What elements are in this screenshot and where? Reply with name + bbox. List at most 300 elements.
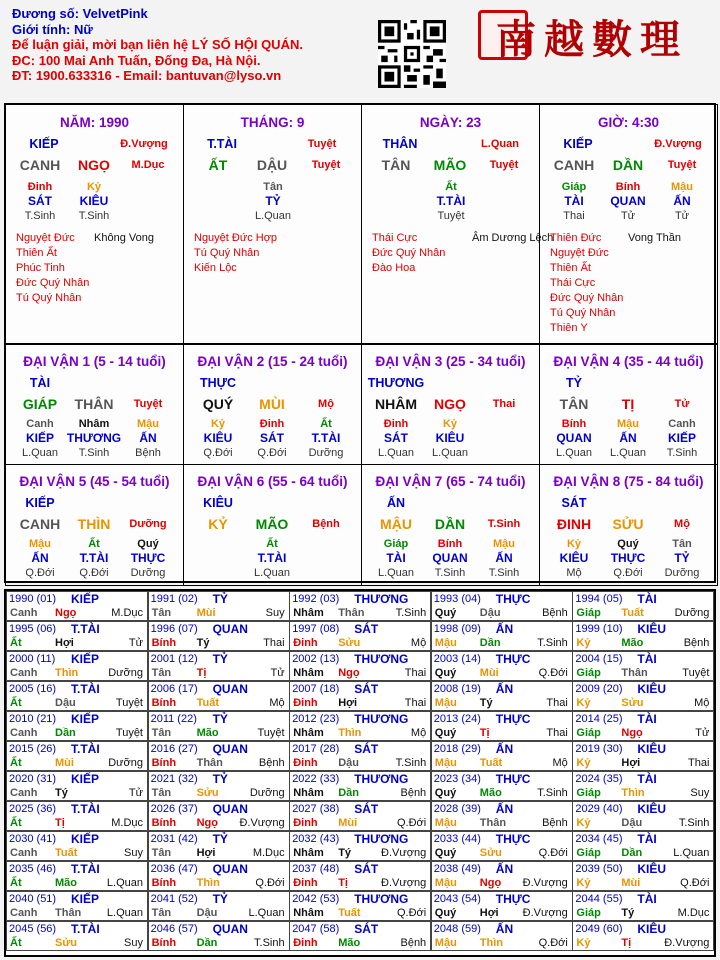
year-branch: Hợi: [479, 907, 499, 919]
year-ten-god: SÁT: [354, 682, 379, 696]
ten-god: ẤN: [386, 496, 406, 510]
year-branch: Tuất: [479, 757, 503, 769]
year-phase: Thai: [546, 727, 568, 739]
year-ten-god: THƯƠNG: [354, 832, 409, 846]
year-label: 2010 (21): [9, 713, 57, 725]
earthly-branch: NGỌ: [78, 157, 110, 173]
year-label: 2005 (16): [9, 683, 57, 695]
year-label: 2047 (58): [292, 923, 340, 935]
dai-van-head: ĐẠI VẬN 4 (35 - 44 tuổi): [553, 354, 704, 369]
earthly-branch: DẦN: [434, 516, 466, 532]
year-ten-god: THỰC: [495, 832, 531, 846]
year-label: 1991 (02): [150, 593, 198, 605]
hidden-phase: T.Sinh: [488, 567, 520, 579]
year-branch: Dần: [338, 787, 359, 799]
year-phase: Mộ: [410, 637, 427, 649]
hidden-ten-god: KIÊU: [559, 551, 589, 565]
hidden-ten-god: QUAN: [610, 194, 646, 208]
year-phase: Q.Đới: [396, 817, 427, 829]
star-item: Tú Quý Nhân: [550, 307, 616, 319]
year-cell: [572, 891, 714, 921]
year-stem: Bính: [151, 817, 177, 829]
year-label: 1990 (01): [9, 593, 57, 605]
hidden-stem: Mậu: [137, 418, 159, 430]
growth-phase: Tuyệt: [667, 159, 697, 171]
year-phase: Bệnh: [400, 937, 427, 949]
year-branch: Mùi: [55, 757, 74, 769]
pillar-1: [5, 104, 184, 344]
ten-god: TỶ: [566, 376, 582, 390]
year-cell: [148, 831, 290, 861]
year-stem: Kỷ: [576, 877, 591, 889]
hidden-stem: Tân: [263, 181, 283, 193]
year-label: 2040 (51): [9, 893, 57, 905]
hidden-phase: Q.Đới: [25, 567, 55, 579]
year-phase: Q.Đới: [538, 937, 568, 949]
year-phase: Thai: [404, 697, 427, 709]
star-item: Vong Thần: [628, 232, 682, 244]
qr-code-icon: [378, 18, 446, 90]
year-ten-god: KIẾP: [71, 772, 100, 786]
year-stem: Giáp: [576, 847, 601, 859]
year-phase: Suy: [124, 847, 143, 859]
year-stem: Đinh: [293, 637, 318, 649]
year-branch: Sửu: [196, 787, 219, 799]
year-stem: Đinh: [293, 757, 318, 769]
year-stem: Quý: [434, 667, 457, 679]
year-ten-god: TỶ: [212, 652, 228, 666]
year-branch: Tý: [55, 787, 68, 799]
year-phase: Đ.Vượng: [522, 907, 568, 919]
contact-line: Để luận giải, mời bạn liên hệ LÝ SỐ HỘI QUÁN.: [12, 37, 303, 52]
star-item: Phúc Tinh: [16, 262, 65, 274]
year-label: 2003 (14): [433, 653, 481, 665]
earthly-branch: NGỌ: [434, 396, 466, 412]
year-label: 2034 (45): [575, 833, 623, 845]
pillar-head: NGÀY: 23: [419, 115, 482, 130]
year-branch: Dần: [55, 727, 76, 739]
year-label: 2029 (40): [575, 803, 623, 815]
heavenly-stem: NHÂM: [375, 396, 417, 412]
year-phase: Q.Đới: [538, 667, 568, 679]
year-branch: Thìn: [338, 727, 362, 739]
year-label: 2023 (34): [433, 773, 481, 785]
year-label: 2030 (41): [9, 833, 57, 845]
hidden-phase: T.Sinh: [434, 567, 466, 579]
year-ten-god: KIẾP: [71, 712, 100, 726]
year-phase: Suy: [124, 937, 143, 949]
star-item: Thái Cực: [550, 277, 596, 289]
growth-phase: T.Sinh: [487, 518, 521, 530]
hidden-phase: Dưỡng: [130, 567, 166, 579]
year-branch: Hợi: [621, 757, 641, 769]
year-ten-god: TỶ: [212, 832, 228, 846]
address-line: ĐC: 100 Mai Anh Tuấn, Đống Đa, Hà Nội.: [12, 52, 261, 68]
hidden-stem: Tân: [672, 538, 692, 550]
hidden-phase: L.Quan: [254, 210, 292, 222]
year-phase: Thai: [263, 637, 285, 649]
hidden-stem: Bính: [437, 538, 463, 550]
year-stem: Nhâm: [293, 907, 324, 919]
hidden-stem: Bính: [561, 418, 587, 430]
year-ten-god: THỰC: [495, 892, 531, 906]
year-stem: Quý: [434, 607, 457, 619]
year-label: 2015 (26): [9, 743, 57, 755]
year-phase: Bệnh: [542, 817, 568, 829]
dai-van-head: ĐẠI VẬN 8 (75 - 84 tuổi): [553, 474, 704, 489]
year-branch: Mão: [621, 637, 644, 649]
hidden-stem: Mậu: [671, 181, 693, 193]
phone-email-line: ĐT: 1900.633316 - Email: bantuvan@lyso.vn: [12, 68, 282, 83]
year-ten-god: THƯƠNG: [354, 712, 409, 726]
year-label: 2024 (35): [575, 773, 623, 785]
year-branch: Thân: [55, 907, 82, 919]
gender: Giới tính: Nữ: [12, 21, 93, 37]
year-phase: L.Quan: [673, 847, 710, 859]
year-ten-god: TÀI: [637, 772, 657, 786]
year-stem: Nhâm: [293, 787, 324, 799]
hidden-stem: Ất: [320, 418, 332, 430]
star-item: Kiến Lộc: [194, 262, 237, 274]
heavenly-stem: ĐINH: [556, 516, 592, 532]
year-label: 2041 (52): [150, 893, 198, 905]
year-phase: T.Sinh: [537, 637, 568, 649]
year-phase: T.Sinh: [254, 937, 285, 949]
hidden-phase: T.Sinh: [78, 210, 110, 222]
year-branch: Ngọ: [338, 667, 360, 679]
year-label: 2027 (38): [292, 803, 340, 815]
year-cell: [572, 741, 714, 771]
year-ten-god: KIÊU: [637, 862, 667, 876]
year-stem: Quý: [434, 847, 457, 859]
star-item: Tú Quý Nhân: [16, 292, 82, 304]
year-cell: [431, 591, 573, 621]
year-branch: Mão: [55, 877, 77, 889]
year-phase: M.Dục: [677, 907, 710, 919]
pillar-head: THÁNG: 9: [240, 115, 305, 130]
year-ten-god: TÀI: [637, 892, 657, 906]
pillar-head: GIỜ: 4:30: [597, 115, 660, 130]
year-cell: [431, 921, 573, 951]
hidden-ten-god: TÀI: [386, 551, 406, 565]
year-phase: Đ.Vượng: [381, 847, 427, 859]
year-stem: Giáp: [576, 727, 601, 739]
year-branch: Thìn: [479, 937, 504, 949]
ten-god: TÀI: [29, 376, 51, 390]
year-stem: Mậu: [434, 817, 457, 829]
hidden-phase: L.Quan: [377, 567, 415, 579]
year-stem: Đinh: [293, 817, 318, 829]
phase-top: Đ.Vượng: [654, 138, 702, 150]
year-cell: [572, 621, 714, 651]
heavenly-stem: TÂN: [381, 157, 411, 173]
year-label: 2020 (31): [9, 773, 57, 785]
year-ten-god: ẤN: [495, 622, 514, 636]
hidden-phase: Thai: [563, 210, 585, 222]
year-label: 2019 (30): [575, 743, 623, 755]
year-branch: Tị: [55, 817, 65, 829]
earthly-branch: MÃO: [433, 157, 467, 173]
year-phase: M.Dục: [252, 847, 285, 859]
year-cell: [289, 771, 431, 801]
year-label: 2006 (17): [150, 683, 198, 695]
earthly-branch: SỬU: [612, 516, 644, 532]
year-label: 2036 (47): [150, 863, 198, 875]
year-cell: [572, 801, 714, 831]
year-ten-god: KIÊU: [637, 802, 667, 816]
year-phase: Tuyệt: [115, 697, 143, 709]
year-label: 1993 (04): [433, 593, 481, 605]
hidden-phase: L.Quan: [555, 447, 593, 459]
growth-phase: Dưỡng: [129, 518, 167, 530]
year-ten-god: T.TÀI: [71, 742, 100, 756]
year-phase: Bệnh: [683, 637, 710, 649]
year-branch: Dần: [196, 937, 218, 949]
year-branch: Dậu: [55, 697, 76, 709]
year-phase: Đ.Vượng: [239, 817, 285, 829]
year-ten-god: THƯƠNG: [354, 592, 409, 606]
hidden-ten-god: ẤN: [673, 194, 691, 208]
dai-van-7: [361, 464, 540, 586]
year-branch: Hợi: [338, 697, 358, 709]
year-stem: Ất: [10, 637, 22, 649]
year-phase: Tuyệt: [257, 727, 285, 739]
year-branch: Tý: [621, 907, 635, 919]
year-label: 2011 (22): [150, 713, 197, 725]
year-ten-god: QUAN: [212, 682, 248, 696]
year-branch: Thìn: [55, 667, 79, 679]
year-label: 2002 (13): [292, 653, 340, 665]
year-branch: Dần: [621, 847, 643, 859]
year-cell: [289, 741, 431, 771]
year-stem: Đinh: [293, 697, 318, 709]
hidden-ten-god: KIẾP: [25, 431, 54, 445]
dai-van-6: [183, 464, 362, 586]
year-ten-god: SÁT: [354, 922, 379, 936]
year-phase: Mộ: [552, 757, 568, 769]
earthly-branch: MÃO: [255, 516, 289, 532]
year-cell: [572, 651, 714, 681]
hidden-ten-god: SÁT: [384, 431, 408, 445]
year-phase: Đ.Vượng: [664, 937, 710, 949]
ten-god: THÂN: [382, 137, 418, 151]
year-cell: [6, 681, 148, 711]
year-phase: Bệnh: [400, 787, 427, 799]
hidden-phase: Q.Đới: [203, 447, 233, 459]
year-phase: L.Quan: [248, 907, 285, 919]
year-stem: Kỷ: [576, 637, 591, 649]
year-ten-god: TÀI: [637, 712, 657, 726]
brand-logo: 南越數理: [496, 16, 688, 63]
year-stem: Bính: [151, 757, 177, 769]
year-ten-god: QUAN: [212, 922, 248, 936]
hidden-ten-god: KIÊU: [203, 431, 233, 445]
star-item: Nguyệt Đức Hợp: [194, 232, 278, 244]
heavenly-stem: GIÁP: [22, 396, 58, 412]
year-label: 2008 (19): [433, 683, 481, 695]
year-phase: M.Dục: [111, 817, 143, 829]
star-item: Âm Dương Lệch: [472, 232, 554, 244]
dai-van-head: ĐẠI VẬN 2 (15 - 24 tuổi): [197, 354, 348, 369]
year-stem: Bính: [151, 877, 177, 889]
year-ten-god: THƯƠNG: [354, 772, 409, 786]
year-stem: Canh: [10, 607, 38, 619]
dai-van-8: [539, 464, 718, 586]
year-branch: Hợi: [196, 847, 216, 859]
year-label: 1994 (05): [575, 593, 623, 605]
year-stem: Giáp: [576, 907, 601, 919]
hidden-stem: Quý: [617, 538, 639, 550]
hidden-phase: Mộ: [566, 567, 582, 579]
year-branch: Mùi: [621, 877, 641, 889]
year-stem: Nhâm: [293, 607, 324, 619]
year-branch: Ngọ: [479, 877, 502, 889]
hidden-ten-god: TÀI: [564, 194, 584, 208]
hidden-phase: L.Quan: [253, 567, 291, 579]
hidden-ten-god: THƯƠNG: [66, 431, 122, 445]
year-branch: Dậu: [196, 907, 218, 919]
hidden-stem: Kỷ: [210, 418, 226, 430]
year-cell: [6, 861, 148, 891]
year-ten-god: THỰC: [495, 592, 531, 606]
year-cell: [6, 591, 148, 621]
year-label: 2032 (43): [292, 833, 340, 845]
year-label: 2018 (29): [433, 743, 481, 755]
hidden-ten-god: TỶ: [265, 194, 281, 208]
year-stem: Giáp: [576, 607, 601, 619]
year-cell: [289, 921, 431, 951]
year-cell: [431, 891, 573, 921]
star-item: Thiên Đức: [550, 232, 602, 244]
year-stem: Giáp: [576, 787, 601, 799]
year-cell: [431, 741, 573, 771]
year-ten-god: T.TÀI: [71, 862, 100, 876]
ten-god: T.TÀI: [207, 137, 237, 151]
hidden-stem: Canh: [668, 418, 696, 430]
hidden-stem: Nhâm: [78, 418, 110, 430]
hidden-stem: Mậu: [493, 538, 515, 550]
hidden-phase: Dưỡng: [664, 567, 700, 579]
hidden-phase: Q.Đới: [613, 567, 643, 579]
year-phase: Dưỡng: [108, 757, 143, 769]
hidden-phase: Q.Đới: [257, 447, 287, 459]
year-cell: [431, 651, 573, 681]
year-cell: [431, 861, 573, 891]
year-ten-god: QUAN: [212, 742, 248, 756]
year-cell: [6, 651, 148, 681]
growth-phase: Tử: [674, 398, 690, 410]
year-stem: Quý: [434, 907, 457, 919]
heavenly-stem: TÂN: [559, 396, 589, 412]
year-label: 2049 (60): [575, 923, 623, 935]
year-stem: Ất: [10, 937, 22, 949]
hidden-phase: T.Sinh: [666, 447, 698, 459]
year-ten-god: ẤN: [495, 802, 514, 816]
year-ten-god: ẤN: [495, 862, 514, 876]
year-branch: Sửu: [55, 937, 78, 949]
year-branch: Tuất: [338, 907, 361, 919]
year-cell: [6, 771, 148, 801]
year-ten-god: KIÊU: [637, 682, 667, 696]
year-ten-god: TÀI: [637, 832, 657, 846]
year-label: 2035 (46): [9, 863, 57, 875]
star-item: Không Vong: [94, 232, 154, 244]
year-ten-god: TÀI: [637, 592, 657, 606]
year-phase: Bệnh: [258, 757, 285, 769]
year-stem: Canh: [10, 667, 38, 679]
hidden-phase: Tuyệt: [437, 210, 465, 222]
earthly-branch: DẦN: [612, 157, 644, 173]
year-branch: Sửu: [338, 637, 361, 649]
year-label: 1998 (09): [433, 623, 481, 635]
year-ten-god: TÀI: [637, 652, 657, 666]
star-item: Thiên Ất: [16, 247, 57, 259]
year-label: 1992 (03): [292, 593, 340, 605]
year-branch: Tị: [338, 877, 348, 889]
year-stem: Mậu: [434, 937, 457, 949]
hidden-ten-god: KIÊU: [435, 431, 465, 445]
year-label: 2014 (25): [575, 713, 623, 725]
year-stem: Mậu: [434, 877, 457, 889]
year-label: 2021 (32): [150, 773, 198, 785]
hidden-stem: Quý: [137, 538, 159, 550]
year-cell: [148, 891, 290, 921]
phase-top: Tuyệt: [307, 138, 337, 150]
year-phase: T.Sinh: [678, 817, 710, 829]
earthly-branch: MÙI: [259, 396, 285, 412]
year-label: 2007 (18): [292, 683, 340, 695]
heavenly-stem: QUÝ: [202, 396, 234, 412]
pillar-4: [539, 104, 718, 344]
year-stem: Tân: [151, 667, 172, 679]
year-phase: Q.Đới: [255, 877, 285, 889]
year-branch: Mão: [338, 937, 361, 949]
hidden-stem: Giáp: [383, 538, 409, 550]
hidden-ten-god: T.TÀI: [436, 194, 466, 208]
year-cell: [572, 681, 714, 711]
hidden-phase: T.Sinh: [24, 210, 56, 222]
year-label: 2022 (33): [292, 773, 340, 785]
year-cell: [6, 711, 148, 741]
phase-top: Đ.Vượng: [120, 138, 168, 150]
year-phase: Tuyệt: [115, 727, 143, 739]
earthly-branch: THÂN: [74, 396, 114, 412]
year-phase: T.Sinh: [537, 787, 568, 799]
year-phase: Dưỡng: [108, 667, 143, 679]
pillar-3: [361, 104, 554, 344]
hidden-stem: Ất: [88, 538, 100, 550]
year-cell: [148, 801, 290, 831]
year-phase: Dưỡng: [674, 607, 710, 619]
dai-van-5: [5, 464, 184, 586]
year-branch: Dần: [479, 637, 501, 649]
year-ten-god: ẤN: [495, 922, 514, 936]
growth-phase: Tuyệt: [133, 398, 163, 410]
year-stem: Tân: [151, 727, 172, 739]
growth-phase: M.Dục: [131, 159, 165, 171]
hidden-phase: L.Quan: [431, 447, 469, 459]
dai-van-3: [361, 344, 540, 465]
year-branch: Dậu: [621, 817, 643, 829]
year-phase: Q.Đới: [538, 847, 568, 859]
year-label: 2037 (48): [292, 863, 340, 875]
year-cell: [289, 891, 431, 921]
year-branch: Mùi: [196, 607, 216, 619]
year-ten-god: SÁT: [354, 862, 379, 876]
year-phase: Thai: [546, 697, 568, 709]
heavenly-stem: KỶ: [208, 516, 228, 532]
hidden-stem: Kỷ: [86, 181, 102, 193]
